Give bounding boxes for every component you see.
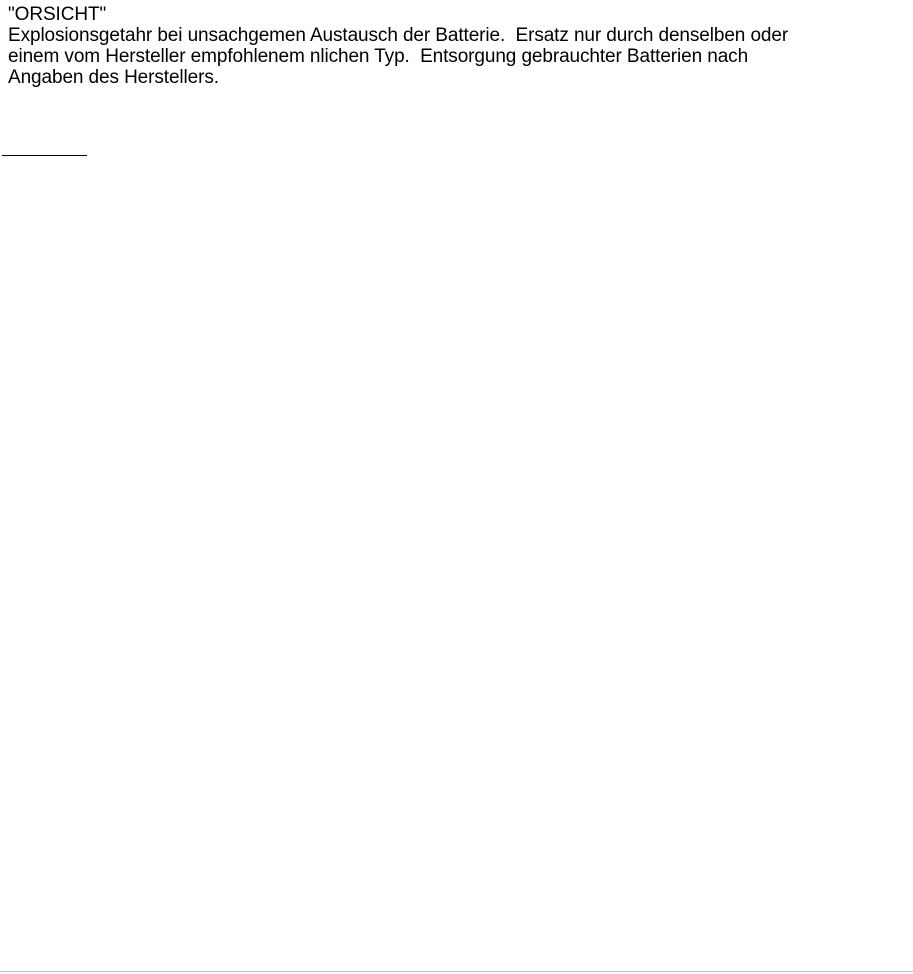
warning-heading: "ORSICHT" [8,4,107,25]
page-bottom-border [0,971,913,972]
footnote-separator [2,155,87,156]
document-body [8,4,904,88]
warning-text-line-3: Angaben des Herstellers. [8,67,219,88]
warning-text-line-2: einem vom Hersteller empfohlenem nlichen Typ. Entsorgung gebrauchter Batterien nach [8,46,749,67]
warning-text-line-1: Explosionsgetahr bei unsachgemen Austausch der Batterie. Ersatz nur durch denselben oder [8,25,789,46]
